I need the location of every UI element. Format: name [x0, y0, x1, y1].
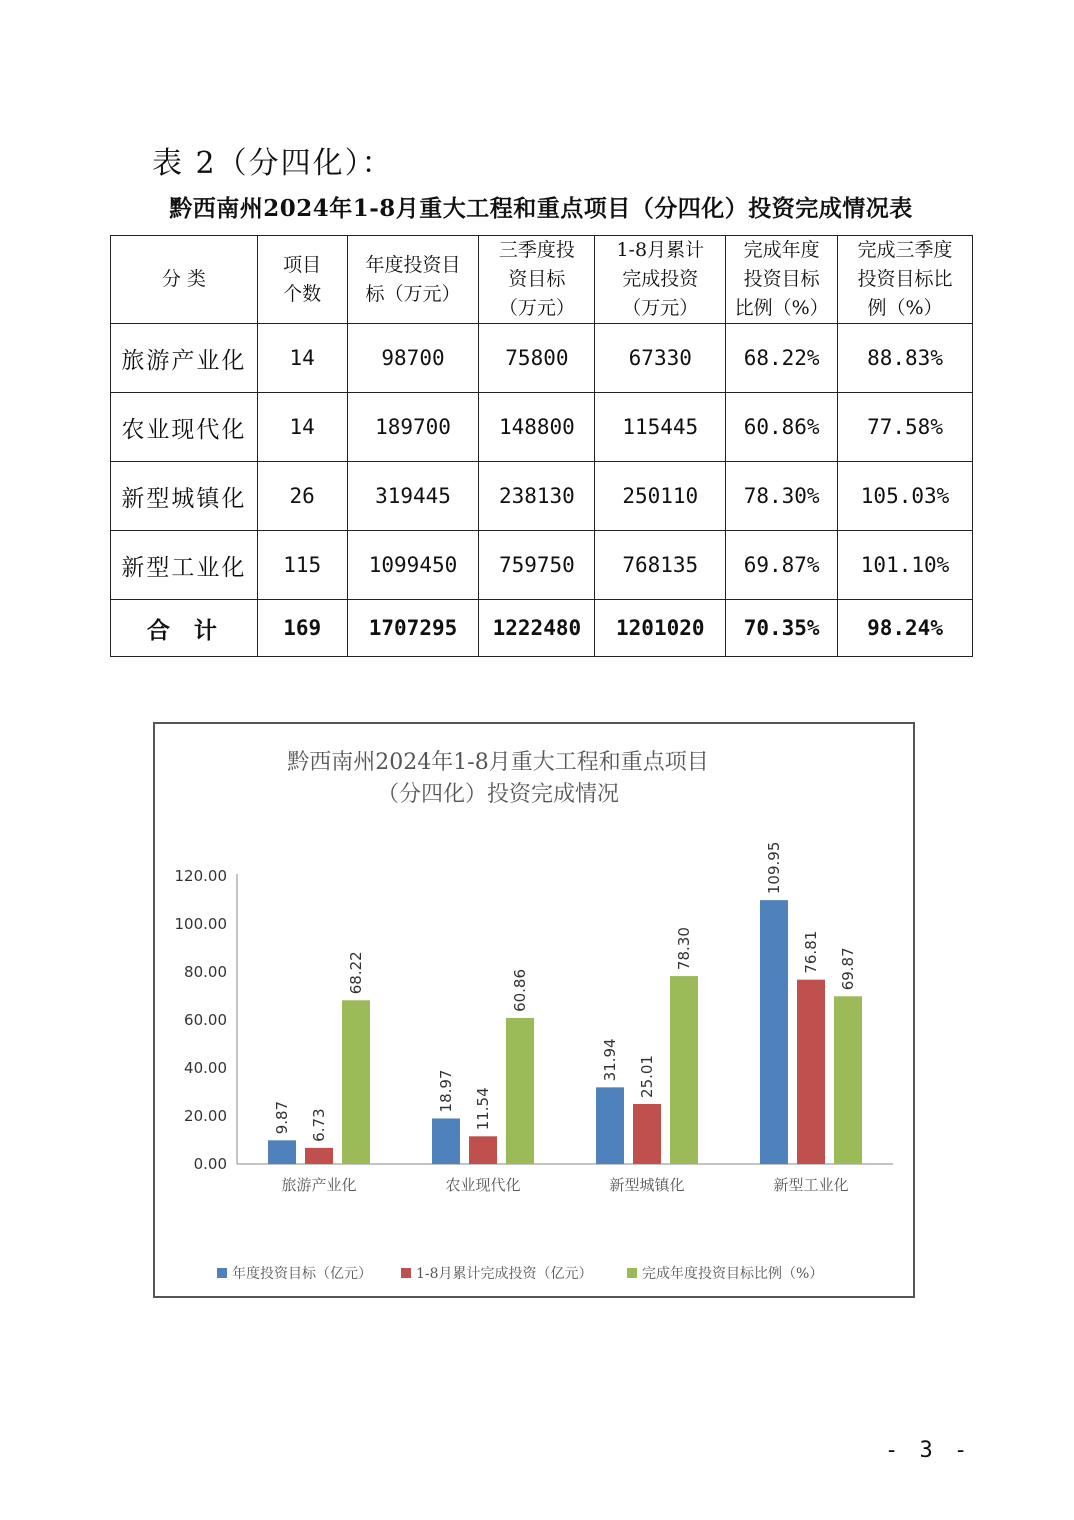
legend-swatch [627, 1268, 637, 1278]
y-tick-label: 100.00 [174, 915, 227, 933]
column-header [479, 236, 595, 324]
data-label: 25.01 [638, 1055, 656, 1098]
data-label: 9.87 [273, 1100, 291, 1135]
table-title: 黔西南州2024年1-8月重大工程和重点项目（分四化）投资完成情况表 [169, 195, 913, 222]
table-cell: 101.10% [838, 531, 973, 600]
data-label: 60.86 [511, 968, 529, 1012]
column-header [838, 236, 973, 324]
table-cell: 60.86% [726, 393, 838, 462]
column-header-line: 投资目标 [743, 268, 820, 290]
table-cell: 98.24% [838, 600, 973, 657]
column-header-line: 完成投资 [622, 268, 699, 290]
bar [342, 1000, 370, 1164]
x-category-label: 旅游产业化 [281, 1176, 357, 1194]
table-cell: 250110 [595, 462, 726, 531]
data-label: 76.81 [802, 930, 820, 974]
table-cell: 1222480 [479, 600, 595, 657]
data-label: 31.94 [601, 1038, 619, 1082]
data-label: 11.54 [474, 1087, 492, 1131]
bar [596, 1087, 624, 1164]
table-cell: 98700 [347, 324, 479, 393]
table-header-row [111, 236, 973, 324]
data-label: 109.95 [765, 841, 783, 895]
bar [633, 1104, 661, 1164]
bar [797, 980, 825, 1164]
column-header-line: 个数 [283, 282, 322, 305]
column-header-line: 比例（%） [734, 297, 829, 319]
column-header [257, 236, 347, 324]
column-header [111, 236, 258, 324]
row-category: 合计 [111, 600, 258, 657]
table-cell: 77.58% [838, 393, 973, 462]
legend-label: 1-8月累计完成投资（亿元） [416, 1266, 593, 1282]
bar [506, 1018, 534, 1164]
chart-title: （分四化）投资完成情况 [376, 782, 620, 807]
investment-table [110, 235, 973, 657]
bar [305, 1148, 333, 1164]
bar-chart [155, 724, 913, 1296]
table-cell: 14 [257, 324, 347, 393]
table-cell: 768135 [595, 531, 726, 600]
data-label: 18.97 [437, 1069, 455, 1113]
chart-title: 黔西南州2024年1-8月重大工程和重点项目 [287, 750, 709, 775]
bar [834, 996, 862, 1164]
bar [760, 900, 788, 1164]
table-cell: 169 [257, 600, 347, 657]
table-row [111, 531, 973, 600]
column-header-line: 标（万元） [365, 282, 461, 305]
table-cell: 115445 [595, 393, 726, 462]
column-header-line: 完成年度 [743, 239, 820, 261]
column-header-line: 例（%） [867, 297, 943, 319]
table-cell: 115 [257, 531, 347, 600]
table-cell: 238130 [479, 462, 595, 531]
y-tick-label: 120.00 [174, 867, 227, 885]
section-heading: 表 2（分四化）： [152, 146, 394, 181]
data-label: 69.87 [839, 947, 857, 991]
table-cell: 1099450 [347, 531, 479, 600]
y-tick-label: 40.00 [184, 1059, 227, 1077]
table-cell: 70.35% [726, 600, 838, 657]
legend-label: 年度投资目标（亿元） [232, 1266, 372, 1282]
bar [670, 976, 698, 1164]
legend-label: 完成年度投资目标比例（%） [642, 1266, 824, 1282]
x-category-label: 农业现代化 [445, 1176, 521, 1194]
table-cell: 26 [257, 462, 347, 531]
bar [469, 1136, 497, 1164]
table-cell: 78.30% [726, 462, 838, 531]
table-cell: 75800 [479, 324, 595, 393]
y-tick-label: 0.00 [193, 1155, 227, 1173]
legend-swatch [401, 1268, 411, 1278]
column-header-line: 三季度投 [498, 239, 575, 261]
table-cell: 189700 [347, 393, 479, 462]
x-category-label: 新型城镇化 [609, 1176, 685, 1194]
table-cell: 105.03% [838, 462, 973, 531]
row-category: 新型城镇化 [111, 462, 258, 531]
column-header-line: 分 类 [161, 268, 206, 290]
data-label: 78.30 [675, 927, 693, 971]
table-row [111, 393, 973, 462]
table-row [111, 462, 973, 531]
chart-frame [153, 722, 915, 1298]
table-cell: 1707295 [347, 600, 479, 657]
bar [432, 1118, 460, 1164]
column-header-line: 完成三季度 [857, 239, 953, 261]
column-header [726, 236, 838, 324]
data-label: 6.73 [310, 1108, 328, 1142]
column-header-line: 资目标 [508, 268, 566, 290]
table-row [111, 324, 973, 393]
row-category: 旅游产业化 [111, 324, 258, 393]
table-cell: 68.22% [726, 324, 838, 393]
y-tick-label: 80.00 [184, 963, 227, 981]
table-cell: 69.87% [726, 531, 838, 600]
row-category: 农业现代化 [111, 393, 258, 462]
bar [268, 1140, 296, 1164]
table-cell: 1201020 [595, 600, 726, 657]
column-header-line: 1-8月累计 [616, 239, 705, 261]
column-header-line: 年度投资目 [365, 253, 461, 276]
column-header-line: 投资目标比 [857, 268, 953, 290]
table-cell: 14 [257, 393, 347, 462]
column-header-line: （万元） [622, 297, 699, 319]
y-tick-label: 20.00 [184, 1107, 227, 1125]
table-cell: 319445 [347, 462, 479, 531]
table-cell: 67330 [595, 324, 726, 393]
column-header [595, 236, 726, 324]
row-category: 新型工业化 [111, 531, 258, 600]
data-label: 68.22 [347, 951, 365, 995]
table-cell: 148800 [479, 393, 595, 462]
column-header [347, 236, 479, 324]
table-cell: 88.83% [838, 324, 973, 393]
x-category-label: 新型工业化 [773, 1176, 849, 1194]
table-total-row [111, 600, 973, 657]
table-cell: 759750 [479, 531, 595, 600]
legend-swatch [217, 1268, 227, 1278]
column-header-line: （万元） [498, 297, 575, 319]
column-header-line: 项目 [283, 253, 322, 276]
y-tick-label: 60.00 [184, 1011, 227, 1029]
page-number: - 3 - [885, 1438, 972, 1463]
